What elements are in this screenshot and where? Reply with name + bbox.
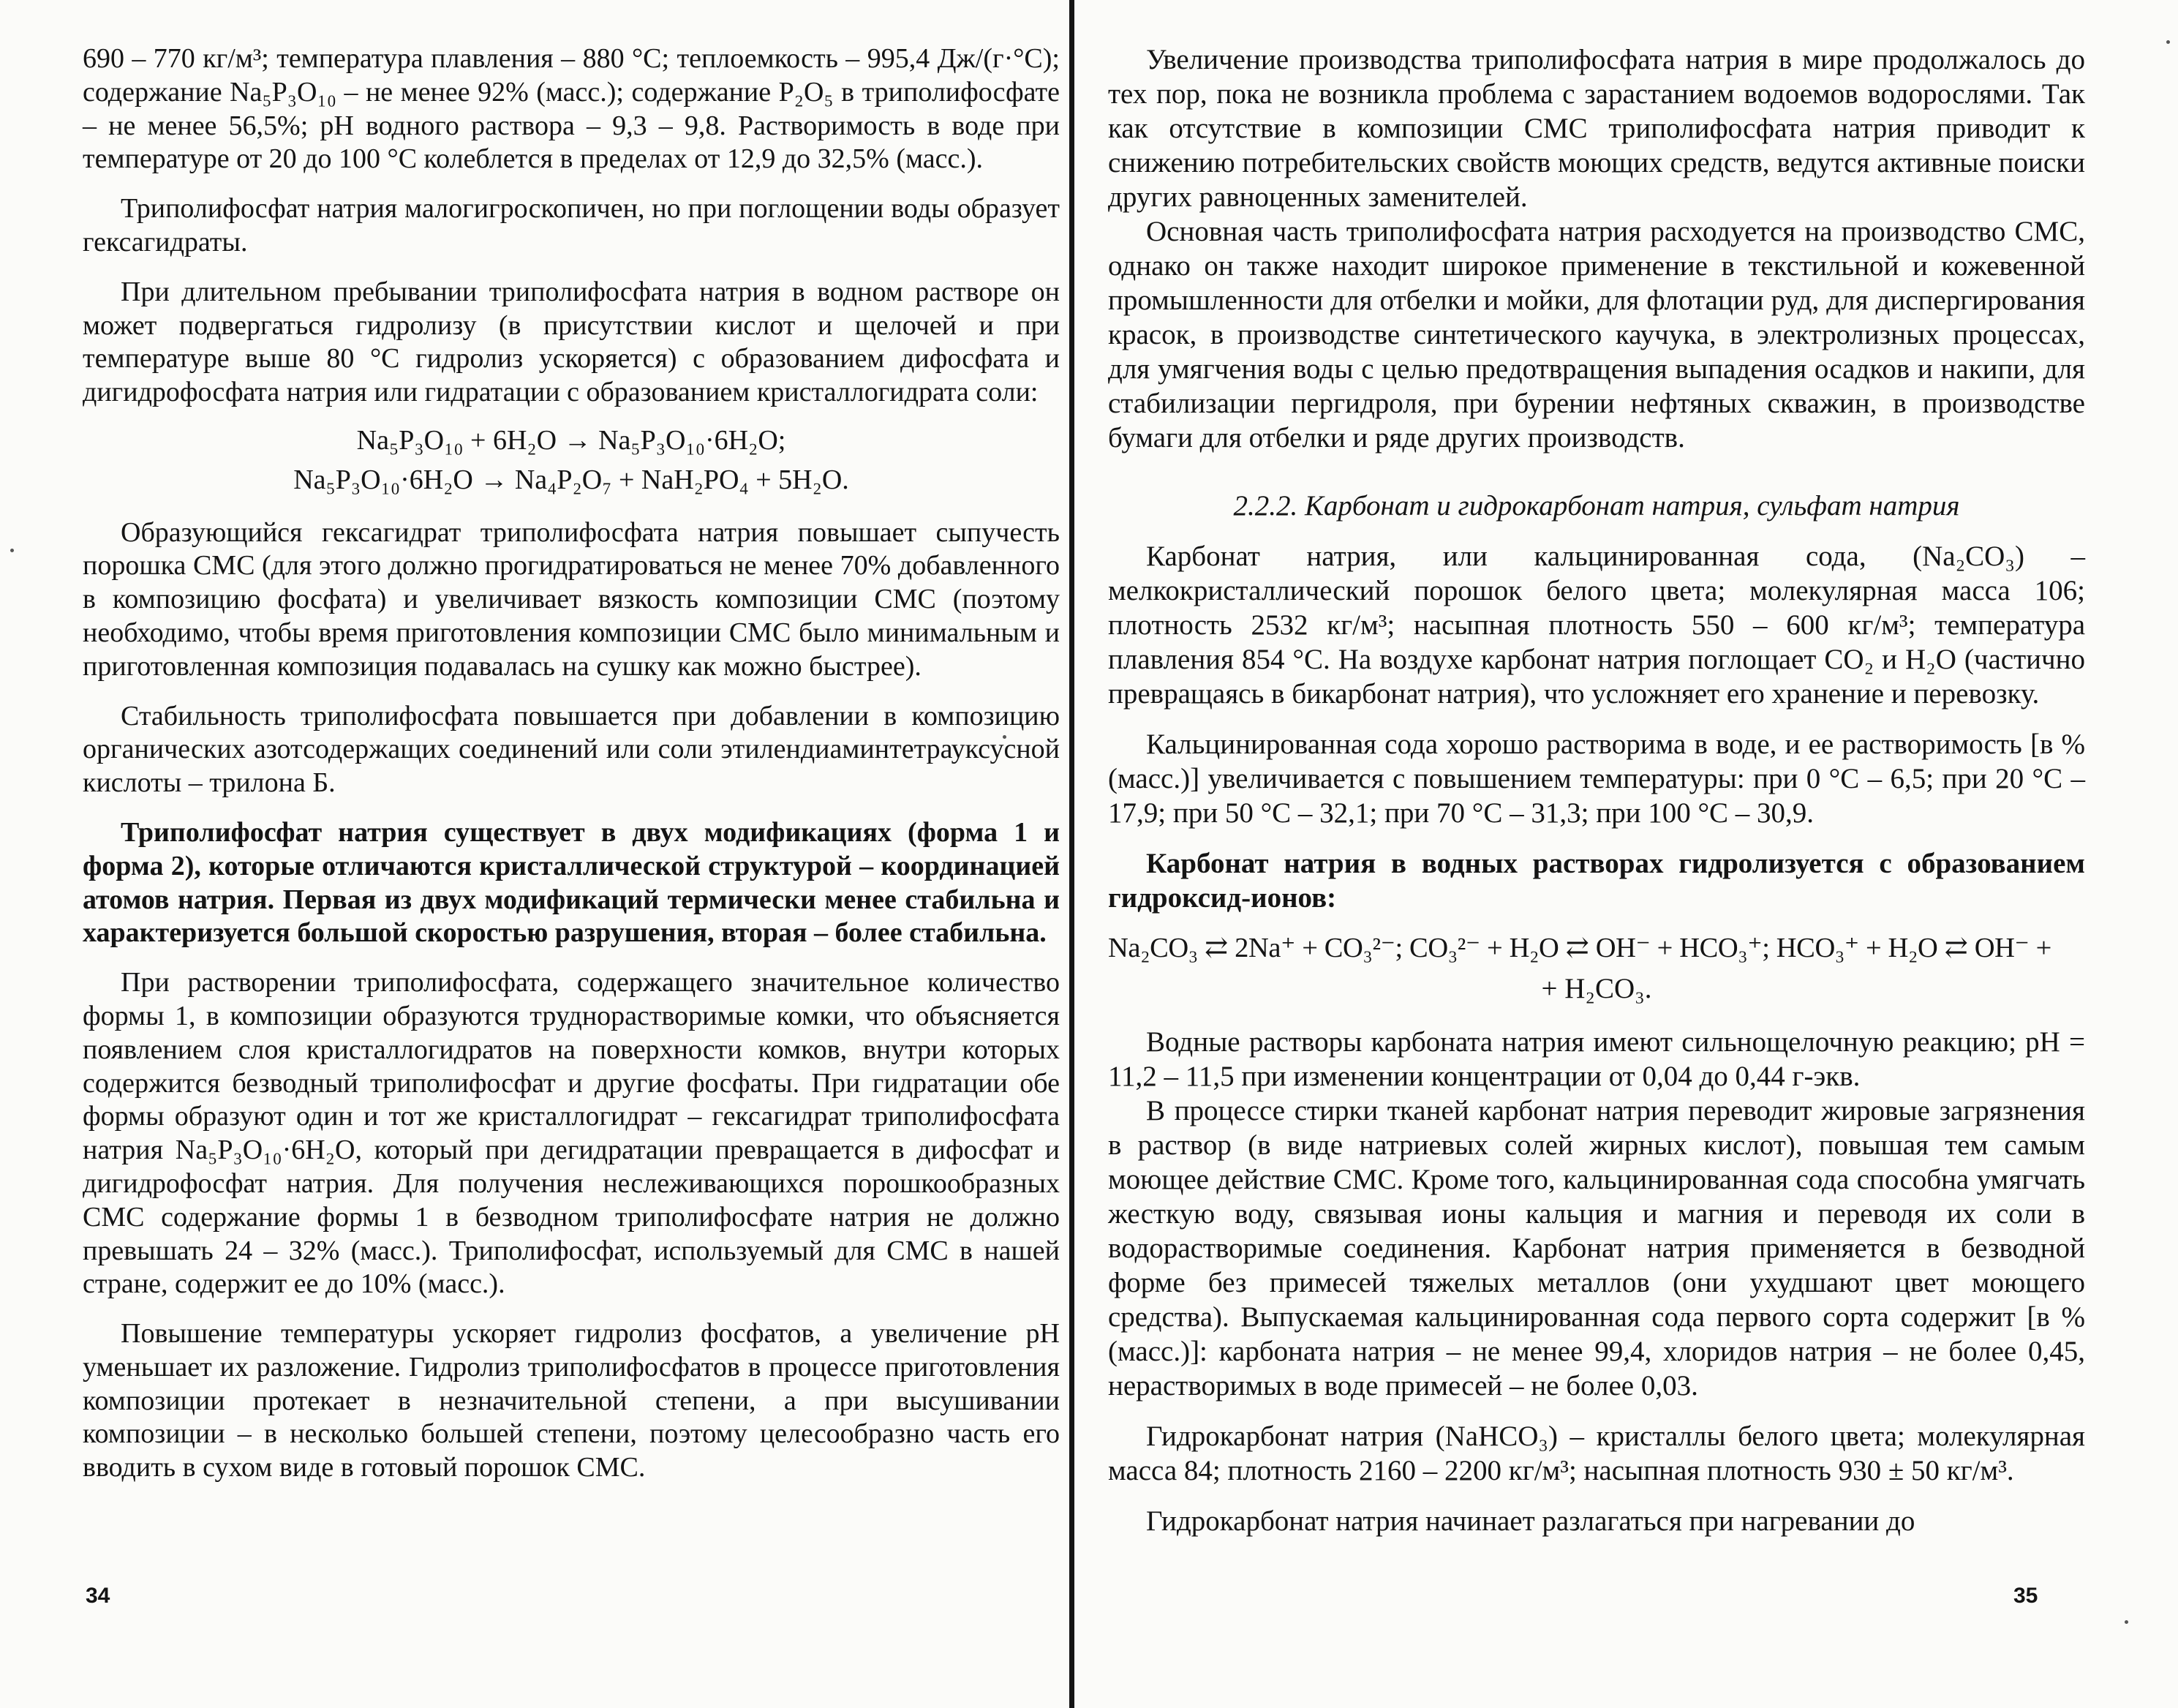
paragraph: Увеличение производства триполифосфата натрия в мире продолжалось до тех пор, пока не возникла проблема с зарастанием водоемов водорослями. Так как отсутствие в композиции СМС триполифосфата натрия приводит к снижению потребительских свойств моющих средств, ведутся активные поиски других равноценных заменителей. [1108, 44, 2085, 213]
paragraph: Основная часть триполифосфата натрия расходуется на производство СМС, однако он также находит широкое применение в текстильной и кожевенной промышленности для отбелки и мойки, для флотации руд, для диспергирования красок, в производстве синтетического каучука, в электролизных процессах, для умягчения воды с целью предотвращения выпадения осадков и накипи, для стабилизации пергидроля, при бурении нефтяных скважин, в производстве бумаги для отбелки и ряде других производств. [1108, 216, 2085, 454]
scan-speck [2166, 40, 2170, 44]
paragraph: Карбонат натрия, или кальцинированная сода, (Na₂CO₃) – мелкокристаллический порошок белого цвета; молекулярная масса 106; плотность 2532 кг/м³; насыпная плотность 550 – 600 кг/м³; температура плавления 854 °С. На воздухе карбонат натрия поглощает CO₂ и H₂O (частично превращаясь в бикарбонат натрия), что усложняет его хранение и перевозку. [1108, 541, 2085, 710]
chemical-equation: Na₅P₃O₁₀·6H₂O → Na₄P₂O₇ + NaH₂PO₄ + 5H₂O. [293, 464, 849, 495]
paragraph: 690 – 770 кг/м³; температура плавления – 880 °С; теплоемкость – 995,4 Дж/(г·°С); содержание Na₅P₃O₁₀ – не менее 92% (масс.); содержание P₂O₅ в триполифосфате – не менее 56,5%; pH водного раствора – 9,3 – 9,8. Растворимость в воде при температуре от 20 до 100 °С колеблется в пределах от 12,9 до 32,5% (масс.). [83, 43, 1060, 175]
chemical-equation: Na₂CO₃ ⇄ 2Na⁺ + CO₃²⁻; CO₃²⁻ + H₂O ⇄ OH⁻ + HCO₃⁺; HCO₃⁺ + H₂O ⇄ OH⁻ + [1108, 933, 2051, 963]
scan-speck [2125, 1620, 2128, 1624]
paragraph: Кальцинированная сода хорошо растворима в воде, и ее растворимость [в % (масс.)] увеличивается с повышением температуры: при 0 °С – 6,5; при 20 °С – 17,9; при 50 °С – 32,1; при 70 °С – 31,3; при 100 °С – 30,9. [1108, 729, 2085, 829]
paragraph: Образующийся гексагидрат триполифосфата натрия повышает сыпучесть порошка СМС (для этого должно прогидратироваться не менее 70% добавленного в композицию фосфата) и увеличивает вязкость композиции СМС (поэтому необходимо, чтобы время приготовления композиции СМС было минимальным и приготовленная композиция подавалась на сушку как можно быстрее). [83, 516, 1060, 682]
paragraph: Триполифосфат натрия малогигроскопичен, но при поглощении воды образует гексагидраты. [83, 193, 1060, 257]
paragraph: При растворении триполифосфата, содержащего значительное количество формы 1, в композиции образуются труднорастворимые комки, что объясняется появлением слоя кристаллогидратов на поверхности комков, внутри которых содержится безводный триполифосфат и другие фосфаты. При гидратации обе формы образуют один и тот же кристаллогидрат – гексагидрат триполифосфата натрия Na₅P₃O₁₀·6H₂O, который при дегидратации превращается в дифосфат и дигидрофосфат натрия. Для получения неслеживающихся порошкообразных СМС содержание формы 1 в безводном триполифосфате натрия не должно превышать 24 – 32% (масс.). Триполифосфат, используемый для СМС в нашей стране, содержит ее до 10% (масс.). [83, 967, 1060, 1300]
section-heading: 2.2.2. Карбонат и гидрокарбонат натрия, сульфат натрия [1233, 490, 1960, 522]
paragraph: Водные растворы карбоната натрия имеют сильнощелочную реакцию; pH = 11,2 – 11,5 при изменении концентрации от 0,04 до 0,44 г-экв. [1108, 1026, 2085, 1092]
right-page [1108, 42, 2085, 1538]
paragraph: Повышение температуры ускоряет гидролиз фосфатов, а увеличение pH уменьшает их разложение. Гидролиз триполифосфатов в процессе приготовления композиции протекает в незначительной степени, а при высушивании композиции – в несколько большей степени, поэтому целесообразно часть его вводить в сухом виде в готовый порошок СМС. [83, 1318, 1060, 1483]
paragraph: Триполифосфат натрия существует в двух модификациях (форма 1 и форма 2), которые отличаются кристаллической структурой – координацией атомов натрия. Первая из двух модификаций термически менее стабильна и характеризуется большой скоростью разрушения, вторая – более стабильна. [83, 816, 1060, 949]
paragraph: Карбонат натрия в водных растворах гидролизуется с образованием гидроксид-ионов: [1108, 848, 2085, 914]
page-number: 34 [86, 1584, 110, 1608]
left-page [83, 42, 1060, 1485]
book-gutter [1069, 0, 1074, 1708]
scan-speck [10, 549, 14, 552]
paragraph: Гидрокарбонат натрия (NaHCO₃) – кристаллы белого цвета; молекулярная масса 84; плотность 2160 – 2200 кг/м³; насыпная плотность 930 ± 50 кг/м³. [1108, 1421, 2085, 1486]
chemical-equation-continuation: + H₂CO₃. [1541, 973, 1652, 1004]
paragraph: В процессе стирки тканей карбонат натрия переводит жировые загрязнения в раствор (в виде натриевых солей жирных кислот), повышая тем самым моющее действие СМС. Кроме того, кальцинированная сода способна умягчать жесткую воду, связывая ионы кальция и магния и переводя их соли в водорастворимые соединения. Карбонат натрия применяется в безводной форме без примесей тяжелых металлов (они ухудшают цвет моющего средства). Выпускаемая кальцинированная сода первого сорта содержит [в % (масс.)]: карбоната натрия – не менее 99,4, хлоридов натрия – не более 0,45, нерастворимых в воде примесей – не более 0,03. [1108, 1095, 2085, 1402]
paragraph: При длительном пребывании триполифосфата натрия в водном растворе он может подвергаться гидролизу (в присутствии кислот и щелочей и при температуре выше 80 °С гидролиз ускоряется) с образованием дифосфата и дигидрофосфата натрия или гидратации с образованием кристаллогидрата соли: [83, 276, 1060, 408]
chemical-equation: Na₅P₃O₁₀ + 6H₂O → Na₅P₃O₁₀·6H₂O; [356, 424, 786, 456]
paragraph: Гидрокарбонат натрия начинает разлагаться при нагревании до [1146, 1505, 1915, 1537]
paragraph: Стабильность триполифосфата повышается при добавлении в композицию органических азотсодержащих соединений или соли этилендиаминтетрауксусной кислоты – трилона Б. [83, 700, 1060, 799]
page-number: 35 [2013, 1584, 2038, 1608]
